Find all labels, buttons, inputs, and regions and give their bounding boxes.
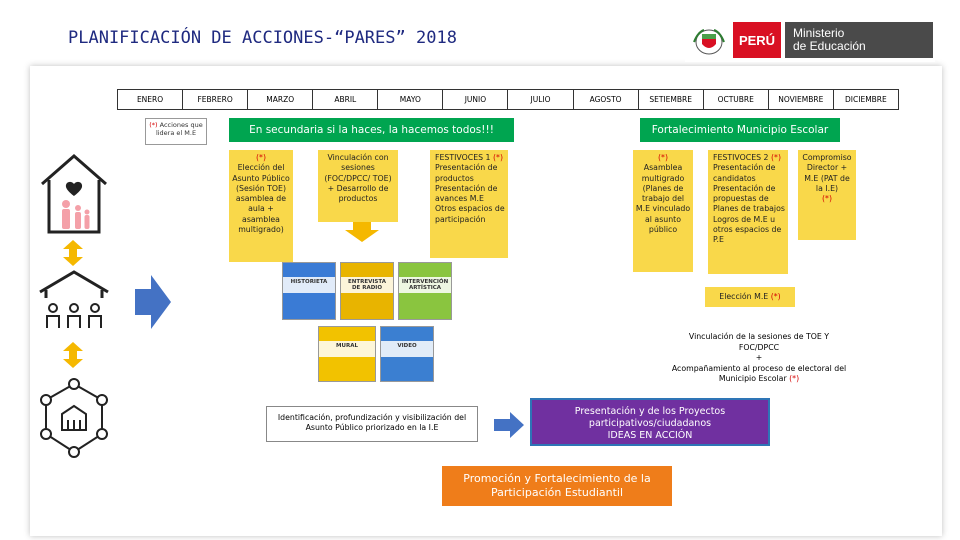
festivoces-2-box xyxy=(708,150,788,274)
book-historieta xyxy=(282,262,336,320)
month-abril: ABRIL xyxy=(313,90,378,109)
asamblea-mark: (*) xyxy=(658,153,668,162)
home-family-icon xyxy=(36,150,112,236)
book-video xyxy=(380,326,434,382)
banner-fortalecimiento: Fortalecimiento Municipio Escolar xyxy=(640,118,840,142)
legend-text: Acciones que lidera el M.E xyxy=(155,121,203,137)
month-noviembre: NOVIEMBRE xyxy=(769,90,834,109)
presentacion-proyectos-box xyxy=(530,398,770,446)
vinculacion-toe-mark: (*) xyxy=(789,374,800,383)
asamblea-multigrado-box xyxy=(633,150,693,272)
banner-secundaria: En secundaria si la haces, la hacemos todos!!! xyxy=(229,118,514,142)
compromiso-mark: (*) xyxy=(822,194,832,204)
ministerio-label xyxy=(785,22,933,58)
month-setiembre: SETIEMBRE xyxy=(639,90,704,109)
ministerio-line-2: de Educación xyxy=(793,39,866,53)
asamblea-text: Asamblea multigrado (Planes de trabajo del M.E vinculado al asunto público xyxy=(635,163,691,235)
book-intervencion xyxy=(398,262,452,320)
right-arrow-icon xyxy=(494,412,524,438)
festivoces-2-text: Presentación de candidatos Presentación de propuestas de Planes de trabajos Logros de M.E u otros espacios de P.E xyxy=(713,163,785,245)
festivoces-1-mark: (*) xyxy=(493,153,503,162)
legend-note xyxy=(145,118,207,145)
down-arrow-icon xyxy=(345,222,379,242)
festivoces-1-head: FESTIVOCES 1 xyxy=(435,153,491,162)
month-octubre: OCTUBRE xyxy=(704,90,769,109)
month-febrero: FEBRERO xyxy=(183,90,248,109)
right-arrow-icon xyxy=(135,275,171,329)
vinculacion-sesiones-box: Vinculación con sesiones (FOC/DPCC/ TOE) + Desarrollo de productos xyxy=(318,150,398,222)
book-historieta-label: HISTORIETA xyxy=(290,279,328,285)
festivoces-1-text: Presentación de productos Presentación de avances M.E Otros espacios de participación xyxy=(435,163,505,224)
vinculacion-toe-plus: + xyxy=(755,353,763,362)
book-entrevista xyxy=(340,262,394,320)
legend-mark: (*) xyxy=(149,121,158,129)
book-entrevista-label: ENTREVISTA DE RADIO xyxy=(348,279,386,291)
book-intervencion-label: INTERVENCIÓN ARTÍSTICA xyxy=(401,279,449,291)
vinculacion-toe-text xyxy=(668,332,850,385)
book-video-label: VIDEO xyxy=(397,343,417,349)
month-diciembre: DICIEMBRE xyxy=(845,95,887,104)
presentacion-line2: IDEAS EN ACCIÓN xyxy=(607,430,693,441)
month-junio: JUNIO xyxy=(443,90,508,109)
month-marzo: MARZO xyxy=(248,90,313,109)
page-title: PLANIFICACIÓN DE ACCIONES-“PARES” 2018 xyxy=(68,28,457,48)
festivoces-1-box xyxy=(430,150,508,258)
book-mural-label: MURAL xyxy=(336,343,358,349)
months-timeline xyxy=(117,89,899,110)
double-arrow-icon xyxy=(62,342,84,368)
community-network-icon xyxy=(34,376,114,460)
peru-label: PERÚ xyxy=(733,22,781,58)
month-enero: ENERO xyxy=(118,90,183,109)
eleccion-me-text: Elección M.E xyxy=(719,292,771,301)
vinculacion-toe-line2: Acompañamiento al proceso de electoral del Municipio Escolar xyxy=(671,363,847,383)
school-people-icon xyxy=(36,268,112,336)
compromiso-text: Compromiso Director + M.E (PAT de la I.E) xyxy=(802,153,852,193)
vinculacion-toe-line1: Vinculación de la sesiones de TOE Y FOC/DPCC xyxy=(688,332,830,352)
month-agosto: AGOSTO xyxy=(574,90,639,109)
compromiso-director-box xyxy=(798,150,856,240)
month-julio: JULIO xyxy=(508,90,573,109)
eleccion-asunto-mark: (*) xyxy=(256,153,266,162)
eleccion-me-mark: (*) xyxy=(770,292,781,301)
festivoces-2-head: FESTIVOCES 2 xyxy=(713,153,769,162)
peru-shield-icon xyxy=(690,22,728,58)
month-mayo: MAYO xyxy=(378,90,443,109)
eleccion-asunto-box xyxy=(229,150,293,262)
festivoces-2-mark: (*) xyxy=(771,153,781,162)
eleccion-asunto-text: Elección del Asunto Público (Sesión TOE) asamblea de aula + asamblea multigrado) xyxy=(232,163,290,235)
double-arrow-icon xyxy=(62,240,84,266)
presentacion-line1: Presentación y de los Proyectos participativos/ciudadanos xyxy=(574,406,726,429)
ministerio-line-1: Ministerio xyxy=(793,26,845,40)
identificacion-box: Identificación, profundización y visibilización del Asunto Público priorizado en la I.E xyxy=(266,406,478,442)
promocion-box: Promoción y Fortalecimiento de la Participación Estudiantil xyxy=(442,466,672,506)
eleccion-me-box xyxy=(705,287,795,307)
book-mural xyxy=(318,326,376,382)
